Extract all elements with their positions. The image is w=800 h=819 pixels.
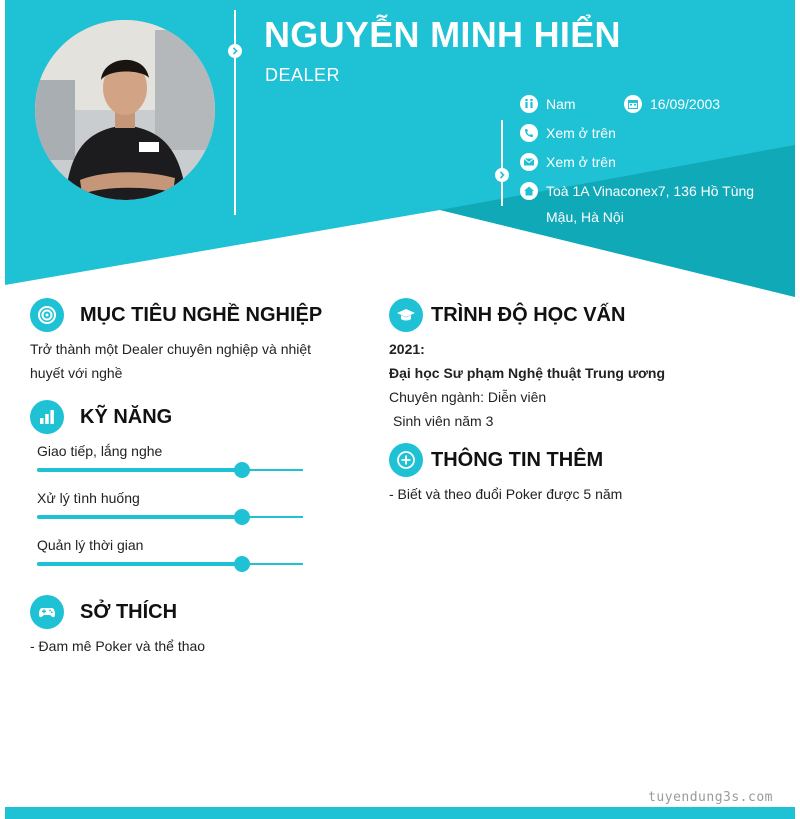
skill-bar-fill: [37, 515, 242, 519]
skill-bar-knob: [234, 462, 250, 478]
education-major: Chuyên ngành: Diễn viên: [389, 389, 547, 405]
objective-title: MỤC TIÊU NGHỀ NGHIỆP: [80, 303, 323, 326]
skills-heading: [30, 400, 172, 434]
skill-bar-fill: [37, 562, 242, 566]
profile-photo: [35, 20, 215, 200]
extra-info-title: THÔNG TIN THÊM: [431, 448, 604, 471]
contact-divider-line: [501, 120, 503, 206]
address-text: Toà 1A Vinaconex7, 136 Hồ Tùng Mậu, Hà Nội: [546, 183, 755, 225]
skill-bar-knob: [234, 556, 250, 572]
education-heading: [389, 298, 625, 332]
gender-icon: [520, 95, 538, 113]
address-info: [520, 178, 760, 230]
birthday-info: [624, 91, 720, 117]
education-title: TRÌNH ĐỘ HỌC VẤN: [431, 303, 626, 326]
hobbies-text: - Đam mê Poker và thể thao: [30, 638, 206, 654]
watermark: tuyendung3s.com: [648, 790, 773, 805]
chevron-right-icon: [228, 44, 242, 58]
skill-bar: [37, 563, 303, 565]
gender-text: Nam: [546, 96, 576, 112]
skill-label: Xử lý tình huống: [37, 490, 140, 506]
education-year: 2021:: [389, 341, 425, 357]
skill-bar: [37, 469, 303, 471]
hobbies-heading: [30, 595, 177, 629]
skills-title: KỸ NĂNG: [80, 405, 173, 428]
phone-icon: [520, 124, 538, 142]
candidate-job-title: DEALER: [265, 65, 341, 85]
calendar-icon: [624, 95, 642, 113]
email-info: [520, 149, 616, 175]
phone-text: Xem ở trên: [546, 125, 616, 141]
plus-icon: [389, 443, 423, 477]
education-status: Sinh viên năm 3: [393, 413, 494, 429]
chevron-right-icon: [495, 168, 509, 182]
graduation-cap-icon: [389, 298, 423, 332]
education-school: Đại học Sư phạm Nghệ thuật Trung ương: [389, 365, 666, 381]
email-icon: [520, 153, 538, 171]
objective-heading: [30, 298, 322, 332]
candidate-name: NGUYỄN MINH HIỂN: [264, 14, 621, 55]
skill-label: Quản lý thời gian: [37, 537, 144, 553]
hobbies-title: SỞ THÍCH: [80, 600, 178, 623]
birthday-text: 16/09/2003: [650, 96, 721, 112]
skill-bar-fill: [37, 468, 242, 472]
footer-bar: [5, 807, 795, 819]
bar-chart-icon: [30, 400, 64, 434]
home-icon: [520, 182, 538, 200]
skill-label: Giao tiếp, lắng nghe: [37, 443, 163, 459]
extra-info-heading: [389, 443, 603, 477]
skill-bar: [37, 516, 303, 518]
gender-info: [520, 91, 576, 117]
objective-text: Trở thành một Dealer chuyên nghiệp và nhiệt huyết với nghề: [30, 341, 312, 381]
target-icon: [30, 298, 64, 332]
phone-info: [520, 120, 616, 146]
header-divider-line: [234, 10, 236, 215]
email-text: Xem ở trên: [546, 154, 616, 170]
skill-bar-knob: [234, 509, 250, 525]
gamepad-icon: [30, 595, 64, 629]
extra-info-text: - Biết và theo đuổi Poker được 5 năm: [389, 486, 623, 502]
